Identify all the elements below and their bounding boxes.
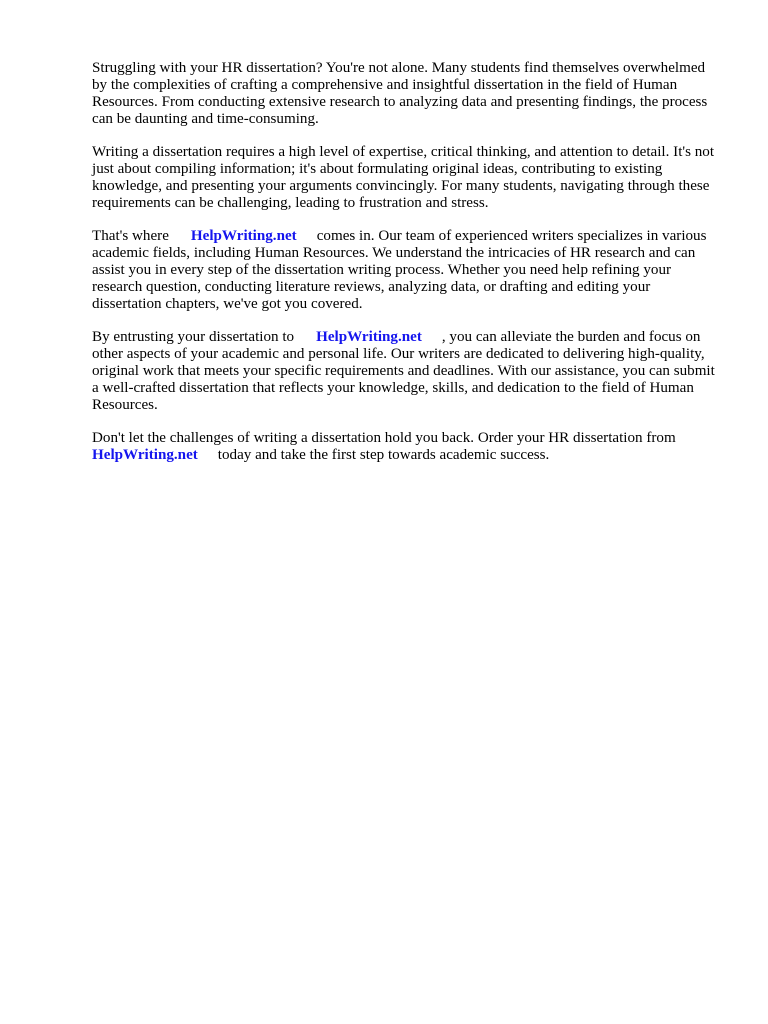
paragraph-text: By entrusting your dissertation to — [92, 329, 295, 345]
paragraph-text: That's where — [92, 228, 169, 244]
paragraph-text: today and take the first step towards academic success. — [217, 447, 550, 463]
paragraph-requirements: Writing a dissertation requires a high level of expertise, critical thinking, and attention to detail. It's not just about compiling information; it's about formulating original ideas, contributing to existing knowledge, and presenting your arguments convincingly. For many students, navigating through these requirements can be challenging, leading to frustration and stress. — [92, 144, 715, 211]
paragraph-text: Don't let the challenges of writing a dissertation hold you back. Order your HR dissertation from — [92, 430, 676, 446]
paragraph-intro: Struggling with your HR dissertation? You're not alone. Many students find themselves overwhelmed by the complexities of crafting a comprehensive and insightful dissertation in the field of Human Resources. From conducting extensive research to analyzing data and presenting findings, the process can be daunting and time-consuming. — [92, 60, 708, 127]
helpwriting-link[interactable]: HelpWriting.net — [190, 228, 297, 244]
paragraph-text: comes in. Our team of experienced writers specializes in various academic fields, including Human Resources. We understand the intricacies of HR research and can assist you in every step of the dissertation writing process. Whether you need help refining your research question, conducting literature reviews, analyzing data, or drafting and editing your dissertation chapters, we've got you covered. — [92, 228, 707, 312]
helpwriting-link[interactable]: HelpWriting.net — [316, 329, 422, 345]
paragraph-entrusting — [92, 329, 718, 414]
paragraph-text: , you can alleviate the burden and focus on other aspects of your academic and personal life. Our writers are dedicated to delivering high-quality, original work that meets your specific requirements and deadlines. With our assistance, you can submit a well-crafted dissertation that reflects your knowledge, skills, and dedication to the field of Human Resources. — [92, 329, 715, 413]
paragraph-thats-where — [92, 228, 718, 313]
helpwriting-link[interactable]: HelpWriting.net — [92, 447, 198, 463]
paragraph-call-to-action — [92, 430, 718, 464]
